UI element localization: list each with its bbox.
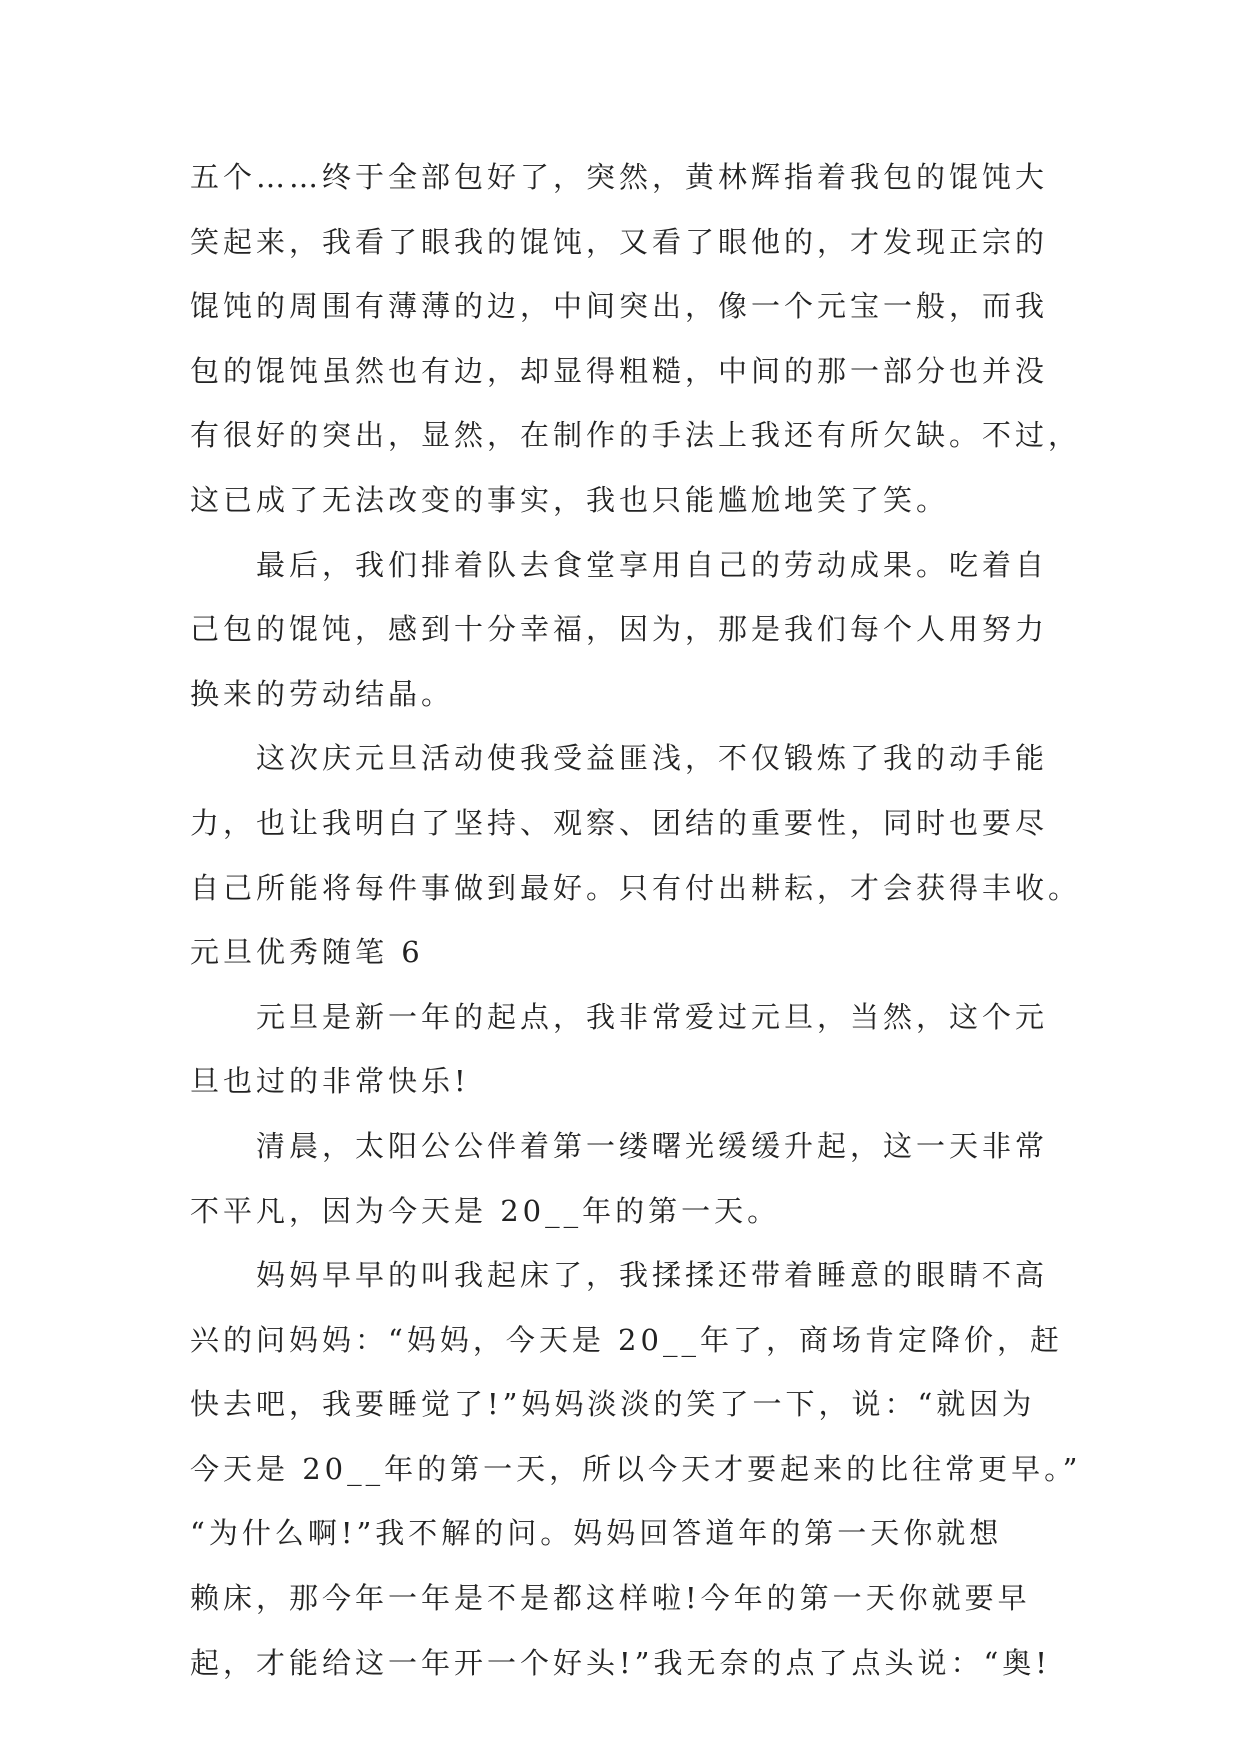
text-line: 这已成了无法改变的事实，我也只能尴尬地笑了笑。 <box>190 482 950 517</box>
text-line: 不平凡，因为今天是 20__年的第一天。 <box>190 1193 781 1228</box>
document-page <box>190 145 1082 1695</box>
text-line: 换来的劳动结晶。 <box>190 676 455 711</box>
text-line: 赖床，那今年一年是不是都这样啦!今年的第一天你就要早 <box>190 1581 1031 1616</box>
text-line: 快去吧，我要睡觉了!”妈妈淡淡的笑了一下，说：“就因为 <box>190 1387 1036 1422</box>
text-line: 兴的问妈妈：“妈妈，今天是 20__年了，商场肯定降价，赶 <box>190 1322 1063 1357</box>
text-line: 力，也让我明白了坚持、观察、团结的重要性，同时也要尽 <box>190 805 1049 840</box>
text-line: 五个……终于全部包好了，突然，黄林辉指着我包的馄饨大 <box>190 160 1049 194</box>
paragraph-first-line: 清晨，太阳公公伴着第一缕曙光缓缓升起，这一天非常 <box>256 1128 1049 1163</box>
text-line: 有很好的突出，显然，在制作的手法上我还有所欠缺。不过， <box>190 418 1082 453</box>
text-line: 笑起来，我看了眼我的馄饨，又看了眼他的，才发现正宗的 <box>190 224 1049 259</box>
text-line: 元旦优秀随笔 6 <box>190 935 424 970</box>
text-line: 自己所能将每件事做到最好。只有付出耕耘，才会获得丰收。 <box>190 870 1082 905</box>
text-line: 今天是 20__年的第一天，所以今天才要起来的比往常更早。” <box>190 1451 1082 1486</box>
paragraph-first-line: 这次庆元旦活动使我受益匪浅，不仅锻炼了我的动手能 <box>256 741 1049 776</box>
text-line: 旦也过的非常快乐! <box>190 1064 470 1099</box>
paragraph-first-line: 妈妈早早的叫我起床了，我揉揉还带着睡意的眼睛不高 <box>256 1258 1049 1293</box>
text-line: 包的馄饨虽然也有边，却显得粗糙，中间的那一部分也并没 <box>190 353 1049 388</box>
text-line: 馄饨的周围有薄薄的边，中间突出，像一个元宝一般，而我 <box>190 289 1049 324</box>
text-line: 起，才能给这一年开一个好头!”我无奈的点了点头说：“奥! <box>190 1645 1051 1680</box>
paragraph-first-line: 最后，我们排着队去食堂享用自己的劳动成果。吃着自 <box>256 547 1049 582</box>
text-line: 己包的馄饨，感到十分幸福，因为，那是我们每个人用努力 <box>190 612 1049 647</box>
text-line: “为什么啊!”我不解的问。妈妈回答道年的第一天你就想 <box>190 1516 1003 1551</box>
paragraph-first-line: 元旦是新一年的起点，我非常爱过元旦，当然，这个元 <box>256 999 1049 1034</box>
